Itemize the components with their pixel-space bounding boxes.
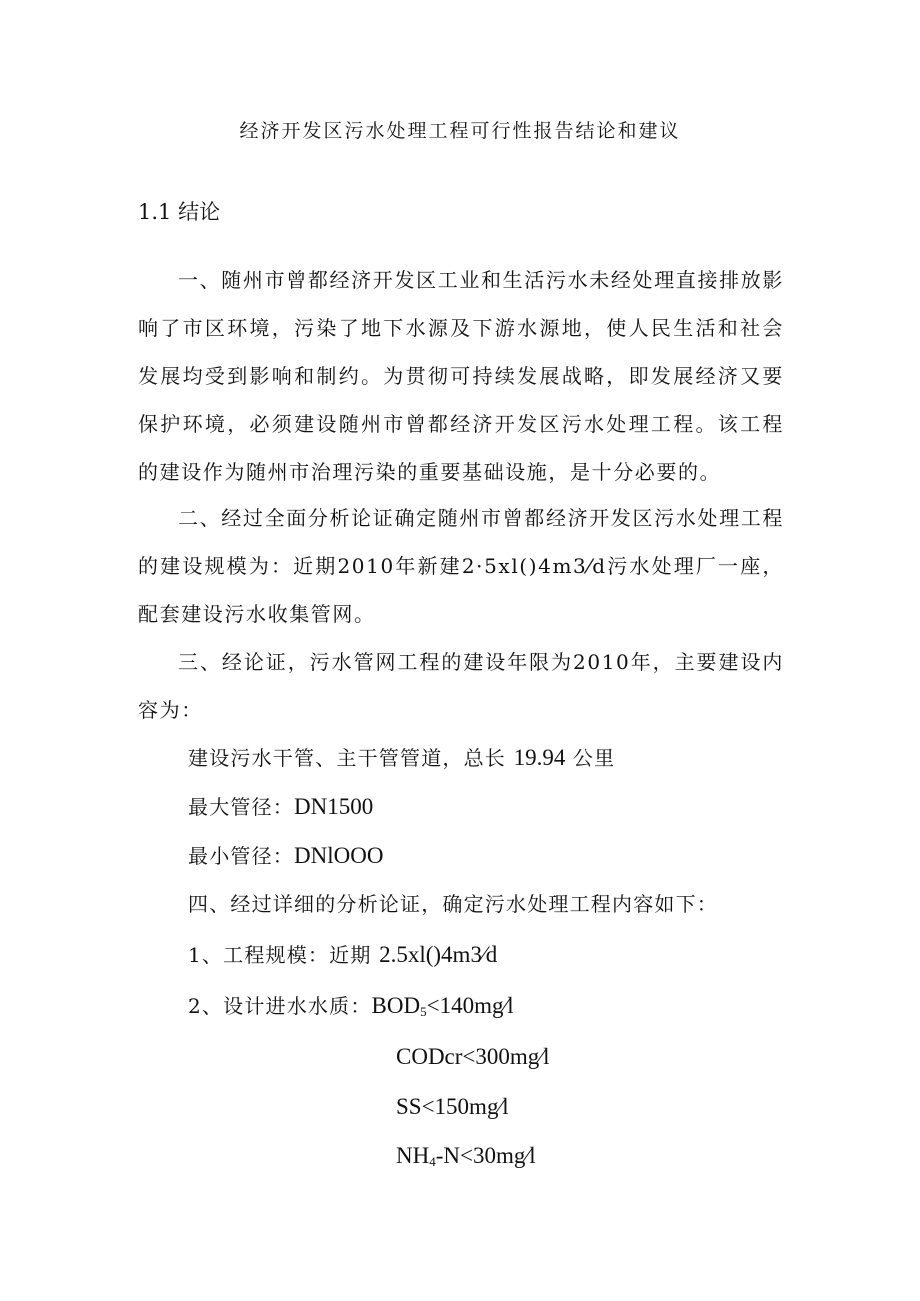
pipe-length-line [188,742,615,774]
section-heading: 1.1 结论 [138,200,221,224]
scale-label: 1、工程规模：近期 [188,943,372,967]
document-title: 经济开发区污水处理工程可行性报告结论和建议 [239,120,681,142]
paragraph-1: 一、随州市曾都经济开发区工业和生活污水未经处理直接排放影响了市区环境，污染了地下水源及下游水源地，使人民生活和社会发展均受到影响和制约。为贯彻可持续发展战略，即发展经济又要保护环境，必须建设随州市曾都经济开发区污水处理工程。该工程的建设作为随州市治理污染的重要基础设施，是十分必要的。 [138,268,784,484]
scale-value: 2.5xl()4m3⁄d [379,942,498,967]
influent-bod-line [188,990,514,1022]
max-diameter-value: DN1500 [294,794,374,819]
paragraph-3: 三、经论证，污水管网工程的建设年限为2010年，主要建设内容为： [138,650,784,722]
paragraph-2: 二、经过全面分析论证确定随州市曾都经济开发区污水处理工程的建设规模为：近期2010年新建2·5xl()4m3⁄d污水处理厂一座，配套建设污水收集管网。 [138,506,784,626]
nh4-value: $NH_4-N<30mg⁄l$ [396,1143,536,1169]
max-diameter-line [188,791,373,823]
cod-line [396,1041,550,1073]
item-4-line: 四、经过详细的分析论证，确定污水处理工程内容如下： [188,892,718,916]
min-diameter-label: 最小管径： [188,844,294,868]
influent-label: 2、设计进水水质： [188,994,372,1018]
nh4-line [396,1140,536,1172]
pipe-length-value: 19.94 [513,745,566,770]
cod-value: CODcr<300mg⁄l [396,1044,550,1069]
scale-line [188,939,497,971]
max-diameter-label: 最大管径： [188,795,294,819]
ss-value: SS<150mg⁄l [396,1094,509,1119]
bod-value: $BOD_5<140mg⁄l$ [371,993,514,1019]
min-diameter-value: DNlOOO [294,843,384,868]
pipe-length-unit: 公里 [572,746,616,770]
pipe-length-label: 建设污水干管、主干管管道，总长 [188,746,506,770]
ss-line [396,1091,509,1123]
min-diameter-line [188,840,383,872]
